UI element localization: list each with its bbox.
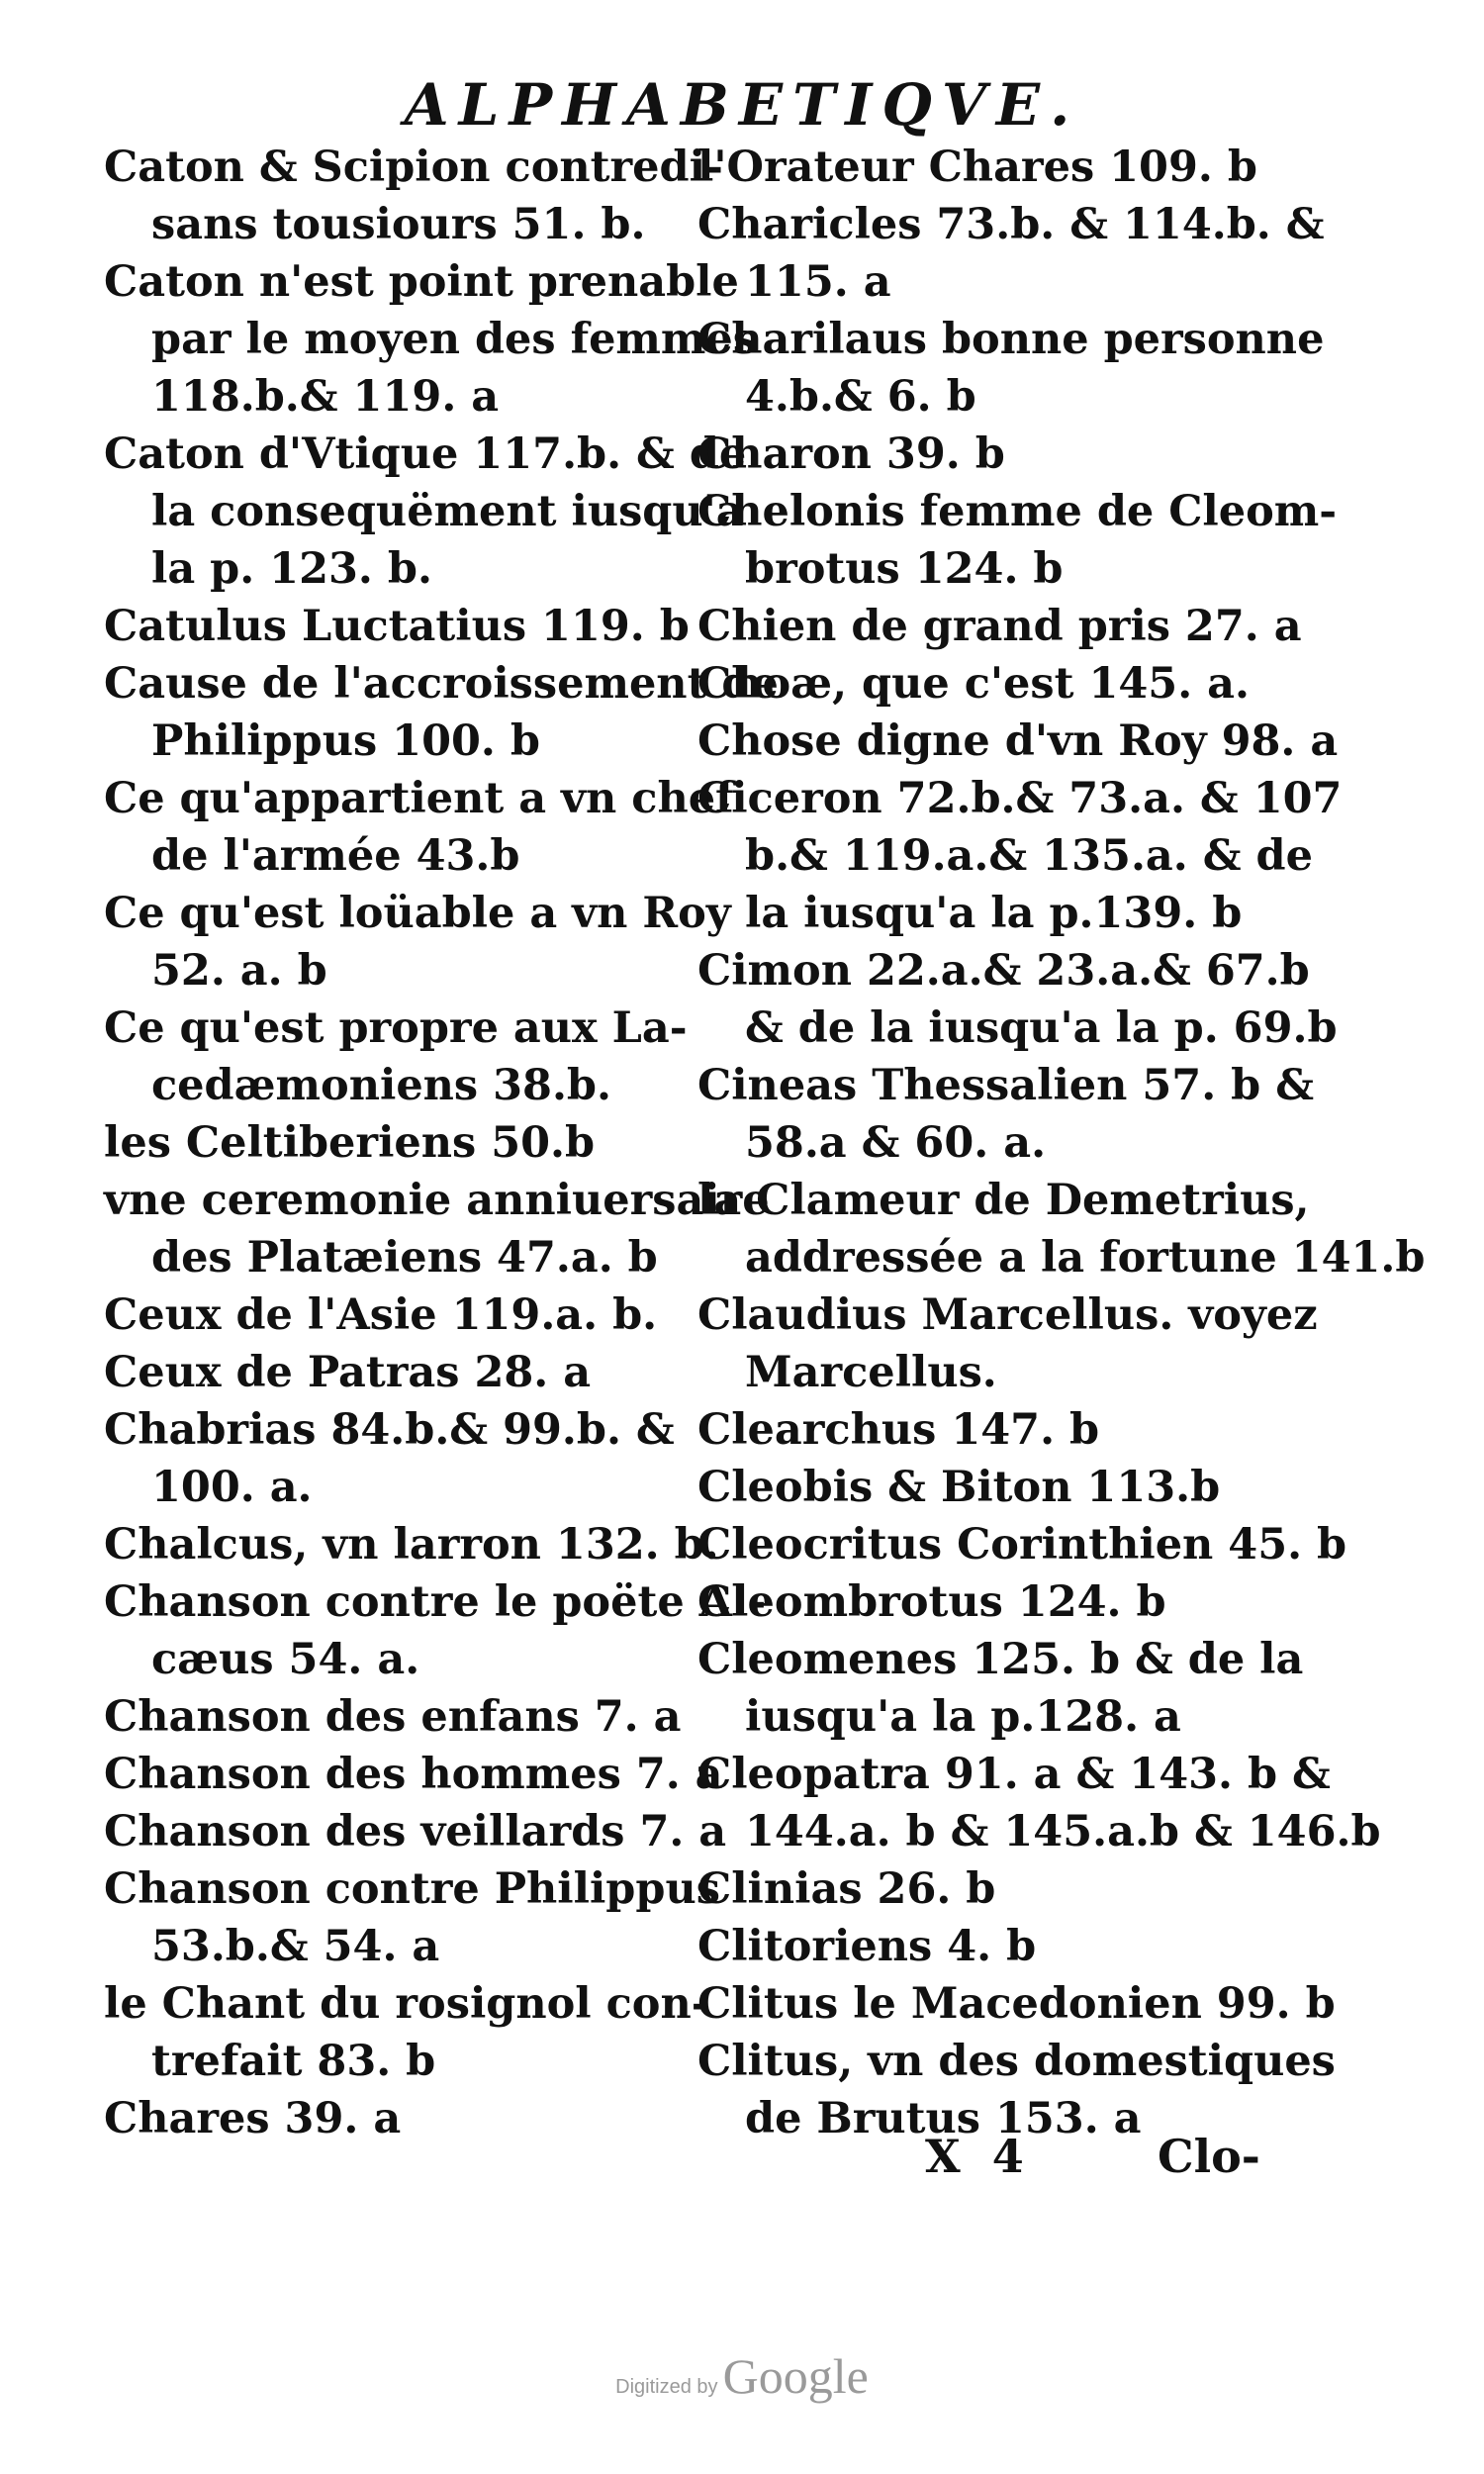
- index-entry: [104, 426, 747, 598]
- index-entry-line: Cineas Thessalien 57. b &: [697, 1061, 1315, 1110]
- index-entry-line: Chanson des veillards 7. a: [104, 1807, 727, 1856]
- index-entry: [104, 253, 757, 426]
- index-entry-line: Catulus Luctatius 119. b: [104, 602, 690, 651]
- index-entry-continuation: & de la iusqu'a la p. 69.b: [745, 1003, 1338, 1053]
- index-entry: [104, 999, 707, 1114]
- index-entry: [104, 2090, 707, 2147]
- index-entry: [697, 139, 1331, 196]
- index-entry-line: les Celtiberiens 50.b: [104, 1118, 596, 1168]
- index-entry: [104, 1172, 770, 1286]
- index-entry-line: Cleopatra 91. a & 143. b &: [697, 1750, 1331, 1799]
- index-entry: [697, 1631, 1331, 1746]
- index-entry: [104, 1344, 707, 1401]
- index-entry-continuation: la consequëment iusqu'a: [151, 487, 744, 536]
- index-entry-line: Cleocritus Corinthien 45. b: [697, 1520, 1347, 1570]
- index-entry: [104, 1860, 720, 1975]
- index-entry: [697, 196, 1331, 311]
- index-entry-line: vne ceremonie anniuersaire: [104, 1176, 770, 1225]
- index-entry-line: Cause de l'accroissement de: [104, 659, 779, 709]
- index-entry-continuation: 4.b.& 6. b: [745, 372, 976, 422]
- index-entry-continuation: iusqu'a la p.128. a: [745, 1692, 1181, 1742]
- index-entry-line: Ce qu'est propre aux La-: [104, 1003, 688, 1053]
- index-entry-continuation: 115. a: [745, 257, 891, 307]
- index-entry-line: Chalcus, vn larron 132. b.: [104, 1520, 719, 1570]
- index-entry-continuation: Philippus 100. b: [151, 716, 540, 766]
- index-entry-line: Caton d'Vtique 117.b. & de: [104, 429, 747, 479]
- index-entry-line: Cimon 22.a.& 23.a.& 67.b: [697, 946, 1310, 996]
- index-entry-line: Charilaus bonne personne: [697, 315, 1325, 364]
- index-entry-line: Caton & Scipion contredi-: [104, 143, 723, 192]
- index-entry-line: Ceux de Patras 28. a: [104, 1348, 592, 1397]
- index-entry-line: Chose digne d'vn Roy 98. a: [697, 716, 1339, 766]
- index-entry-line: Clitus le Macedonien 99. b: [697, 1979, 1336, 2029]
- index-entry: [697, 1516, 1347, 1573]
- index-entry-line: la Clameur de Demetrius,: [697, 1176, 1310, 1225]
- index-entry-line: Chien de grand pris 27. a: [697, 602, 1302, 651]
- index-entry-continuation: addressée a la fortune 141.b: [745, 1233, 1426, 1283]
- index-entry: [697, 713, 1339, 770]
- index-entry-continuation: la iusqu'a la p.139. b: [745, 889, 1243, 938]
- index-entry: [697, 1401, 1331, 1459]
- index-entry-continuation: b.& 119.a.& 135.a. & de: [745, 831, 1313, 881]
- index-entry-line: Ceux de l'Asie 119.a. b.: [104, 1290, 658, 1340]
- index-entry-line: l'Orateur Chares 109. b: [697, 143, 1257, 192]
- index-entry-continuation: de Brutus 153. a: [745, 2094, 1142, 2143]
- watermark-brand: Google: [722, 2348, 869, 2404]
- index-entry: [104, 1573, 767, 1688]
- index-entry-continuation: Marcellus.: [745, 1348, 997, 1397]
- index-entry: [697, 770, 1343, 942]
- index-entry-line: Cleomenes 125. b & de la: [697, 1635, 1304, 1684]
- index-entry: [104, 885, 731, 999]
- index-entry: [104, 1286, 707, 1344]
- page-header: ALPHABETIQVE.: [404, 71, 1080, 139]
- index-entry-line: Cleombrotus 124. b: [697, 1577, 1166, 1627]
- index-entry-line: Clinias 26. b: [697, 1864, 996, 1914]
- index-entry-line: Claudius Marcellus. voyez: [697, 1290, 1318, 1340]
- index-entry-continuation: sans tousiours 51. b.: [151, 200, 646, 249]
- index-column-right: [697, 139, 1426, 2147]
- index-entry: [104, 139, 723, 253]
- digitization-watermark: [0, 2347, 1484, 2405]
- index-entry: [104, 598, 707, 655]
- index-entry-continuation: brotus 124. b: [745, 544, 1064, 594]
- index-entry-continuation: 53.b.& 54. a: [151, 1922, 440, 1971]
- index-entry: [697, 598, 1331, 655]
- index-entry: [697, 1286, 1331, 1401]
- index-entry: [104, 655, 779, 770]
- index-entry: [697, 1918, 1331, 1975]
- index-entry: [697, 1975, 1336, 2033]
- index-entry-line: le Chant du rosignol con-: [104, 1979, 709, 2029]
- index-entry-continuation: 118.b.& 119. a: [151, 372, 500, 422]
- index-entry: [104, 1401, 707, 1516]
- index-entry-line: Ce qu'appartient a vn chef: [104, 774, 734, 823]
- index-entry-continuation: cæus 54. a.: [151, 1635, 420, 1684]
- index-entry: [104, 1803, 727, 1860]
- index-entry-continuation: 144.a. b & 145.a.b & 146.b: [745, 1807, 1381, 1856]
- index-entry-line: Clitus, vn des domestiques: [697, 2037, 1336, 2086]
- index-entry: [697, 942, 1338, 1057]
- index-entry-continuation: 100. a.: [151, 1463, 313, 1512]
- catchword: Clo-: [1158, 2130, 1260, 2183]
- index-entry-line: Clitoriens 4. b: [697, 1922, 1037, 1971]
- index-entry-line: Chares 39. a: [104, 2094, 402, 2143]
- index-entry-line: Caton n'est point prenable: [104, 257, 739, 307]
- index-entry: [697, 655, 1331, 713]
- index-entry-continuation: trefait 83. b: [151, 2037, 436, 2086]
- index-entry-line: Charicles 73.b. & 114.b. &: [697, 200, 1325, 249]
- index-entry-continuation: 52. a. b: [151, 946, 327, 996]
- index-entry: [697, 426, 1331, 483]
- index-entry-continuation: des Platæiens 47.a. b: [151, 1233, 658, 1283]
- index-entry: [697, 483, 1338, 598]
- index-column-left: [104, 139, 779, 2147]
- index-entry: [697, 1057, 1331, 1172]
- index-entry-continuation: cedæmoniens 38.b.: [151, 1061, 611, 1110]
- index-entry: [104, 1975, 707, 2090]
- index-entry-line: Charon 39. b: [697, 429, 1005, 479]
- index-entry-line: Cleobis & Biton 113.b: [697, 1463, 1221, 1512]
- index-entry-continuation: la p. 123. b.: [151, 544, 432, 594]
- watermark-prefix: Digitized by: [615, 2376, 718, 2398]
- signature-mark: X 4: [925, 2130, 1032, 2183]
- index-entry: [104, 770, 734, 885]
- index-entry: [697, 311, 1331, 426]
- index-entry: [104, 1114, 707, 1172]
- index-entry-line: Ciceron 72.b.& 73.a. & 107: [697, 774, 1343, 823]
- index-entry-line: Clearchus 147. b: [697, 1405, 1100, 1455]
- index-entry-continuation: de l'armée 43.b: [151, 831, 520, 881]
- index-entry-continuation: 58.a & 60. a.: [745, 1118, 1047, 1168]
- index-entry-line: Chanson des hommes 7. a: [104, 1750, 723, 1799]
- index-entry: [697, 1459, 1331, 1516]
- index-entry-line: Chanson contre Philippus: [104, 1864, 720, 1914]
- index-entry: [697, 1172, 1426, 1286]
- index-entry: [697, 1860, 1331, 1918]
- index-entry: [104, 1516, 719, 1573]
- index-entry-line: Chanson des enfans 7. a: [104, 1692, 682, 1742]
- index-entry-line: Chanson contre le poëte Al-: [104, 1577, 767, 1627]
- index-entry: [104, 1746, 723, 1803]
- index-entry: [104, 1688, 707, 1746]
- index-entry: [697, 1746, 1381, 1860]
- index-entry: [697, 1573, 1331, 1631]
- index-entry-line: Chabrias 84.b.& 99.b. &: [104, 1405, 675, 1455]
- index-entry-continuation: par le moyen des femmes: [151, 315, 757, 364]
- index-entry-line: Ce qu'est loüable a vn Roy: [104, 889, 731, 938]
- index-entry-line: Chelonis femme de Cleom-: [697, 487, 1338, 536]
- index-entry-line: Choæ, que c'est 145. a.: [697, 659, 1250, 709]
